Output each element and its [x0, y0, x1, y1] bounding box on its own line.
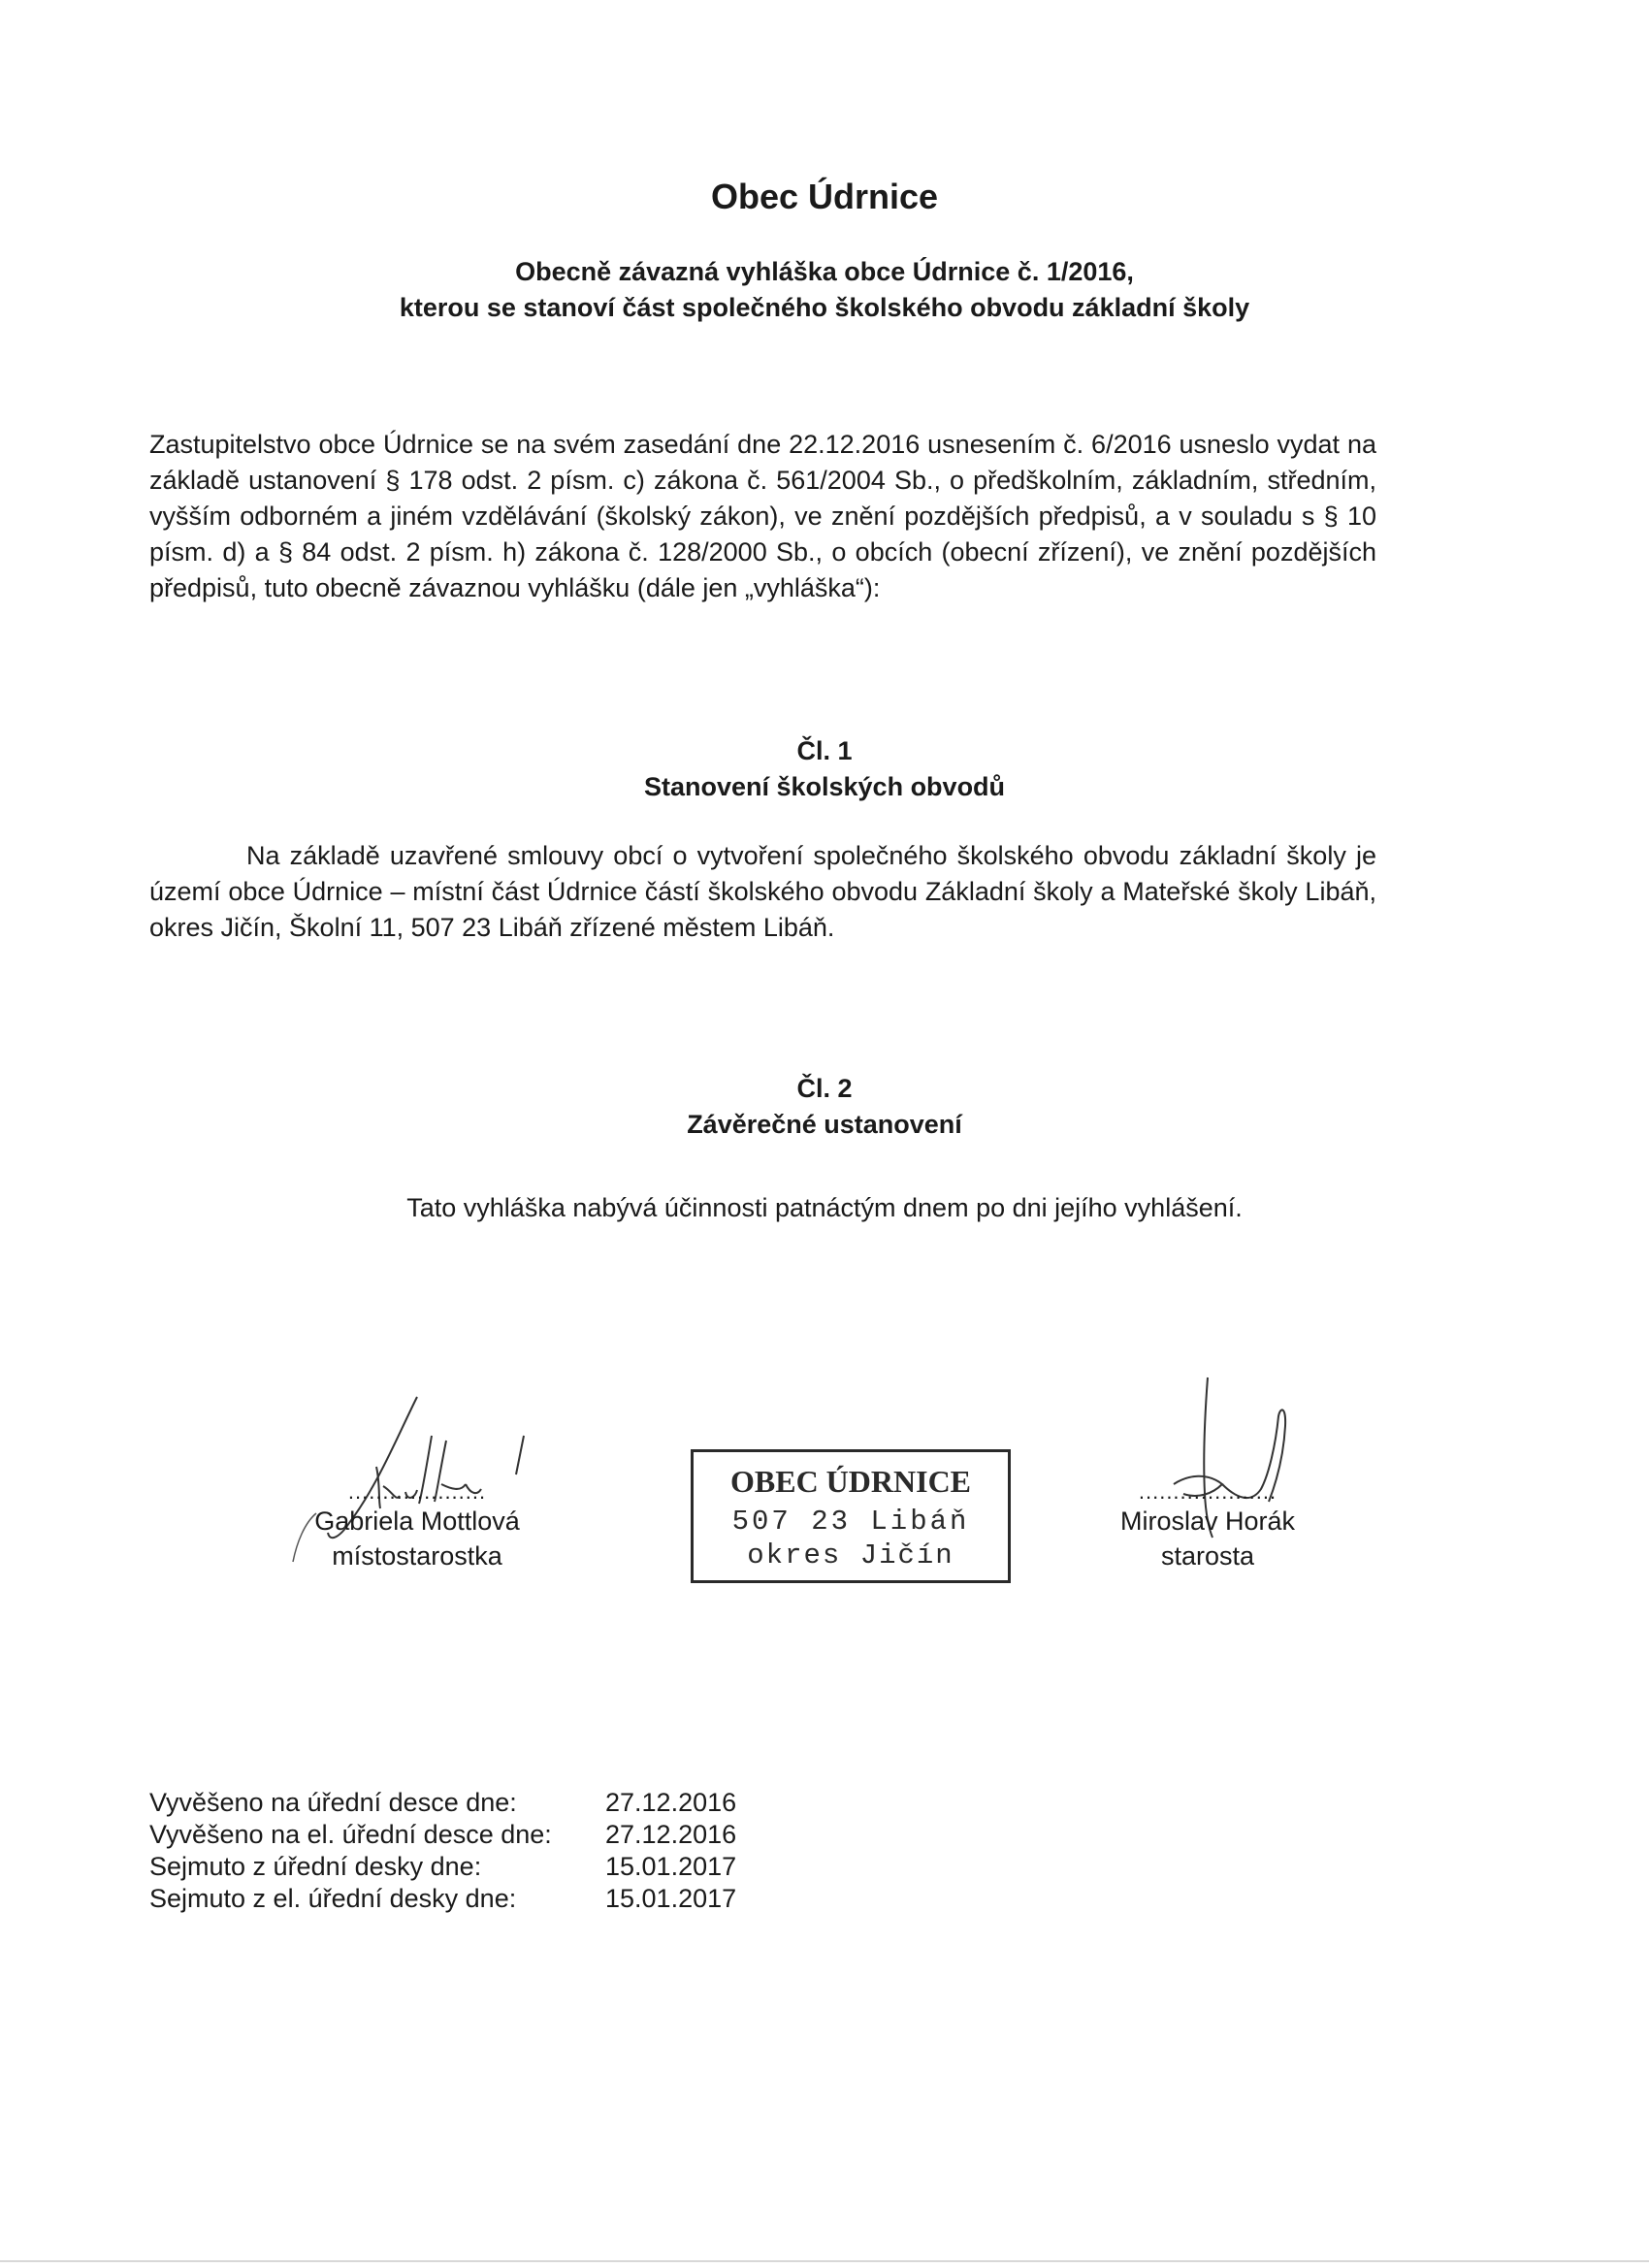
article-2-number: Čl. 2: [796, 1074, 853, 1103]
signature-line-left: ....................: [347, 1479, 487, 1504]
document-title: Obec Údrnice: [710, 177, 939, 216]
article-1-heading: [0, 733, 1649, 805]
posting-dates: [149, 1787, 736, 1915]
article-1-body: [149, 838, 1376, 946]
posting-date: 27.12.2016: [605, 1788, 737, 1817]
signatory-name-right: Miroslav Horák: [1119, 1507, 1296, 1536]
article-2-text: Tato vyhláška nabývá účinnosti patnáctým dnem po dni jejího vyhlášení.: [406, 1193, 1243, 1222]
article-1-text: Na základě uzavřené smlouvy obcí o vytvoření společného školského obvodu základní školy je území obce Údrnice – místní část Údrnice částí školského obvodu Základní školy a Mateřské školy Libáň, okres Jičín, Školní 11, 507 23 Libáň zřízené městem Libáň.: [149, 841, 1376, 942]
signature-block-right: [1101, 1480, 1314, 1573]
article-1-number: Čl. 1: [796, 736, 853, 765]
posting-date: 27.12.2016: [605, 1820, 737, 1849]
article-2-title: Závěrečné ustanovení: [687, 1110, 962, 1139]
signatory-role-left: místostarostka: [332, 1541, 502, 1571]
signature-block-left: [291, 1480, 543, 1573]
posting-row: [149, 1787, 736, 1819]
stamp-line-1: OBEC ÚDRNICE: [729, 1464, 972, 1499]
posting-label: Sejmuto z úřední desky dne:: [149, 1852, 482, 1881]
posting-row: [149, 1883, 736, 1915]
stamp-line-3: okres Jičín: [747, 1539, 954, 1571]
posting-label: Vyvěšeno na el. úřední desce dne:: [149, 1820, 552, 1849]
posting-row: [149, 1819, 736, 1851]
subtitle-line-2: kterou se stanoví část společného školského obvodu základní školy: [399, 293, 1250, 322]
subtitle-line-1: Obecně závazná vyhláška obce Údrnice č. 1/2016,: [515, 257, 1134, 286]
signature-line-right: ....................: [1138, 1479, 1277, 1504]
posting-date: 15.01.2017: [605, 1852, 737, 1881]
document-subtitle: [0, 254, 1649, 326]
posting-row: [149, 1851, 736, 1883]
signatory-role-right: starosta: [1160, 1541, 1255, 1571]
article-2-heading: [0, 1071, 1649, 1143]
stamp-line-2: 507 23 Libáň: [731, 1506, 970, 1538]
article-1-title: Stanovení školských obvodů: [643, 772, 1006, 801]
intro-paragraph: Zastupitelstvo obce Údrnice se na svém zasedání dne 22.12.2016 usnesením č. 6/2016 usneslo vydat na základě ustanovení § 178 odst. 2 písm. c) zákona č. 561/2004 Sb., o předškolním, základním, středním, vyšším odborném a jiném vzdělávání (školský zákon), ve znění pozdějších předpisů, a v souladu s § 10 písm. d) a § 84 odst. 2 písm. h) zákona č. 128/2000 Sb., o obcích (obecní zřízení), ve znění pozdějších předpisů, tuto obecně závaznou vyhlášku (dále jen „vyhláška“):: [149, 430, 1376, 602]
scan-edge-line: [0, 2260, 1649, 2262]
posting-label: Sejmuto z el. úřední desky dne:: [149, 1884, 517, 1913]
official-stamp: [691, 1449, 1011, 1583]
posting-label: Vyvěšeno na úřední desce dne:: [149, 1788, 517, 1817]
posting-date: 15.01.2017: [605, 1884, 737, 1913]
signatory-name-left: Gabriela Mottlová: [314, 1507, 520, 1536]
